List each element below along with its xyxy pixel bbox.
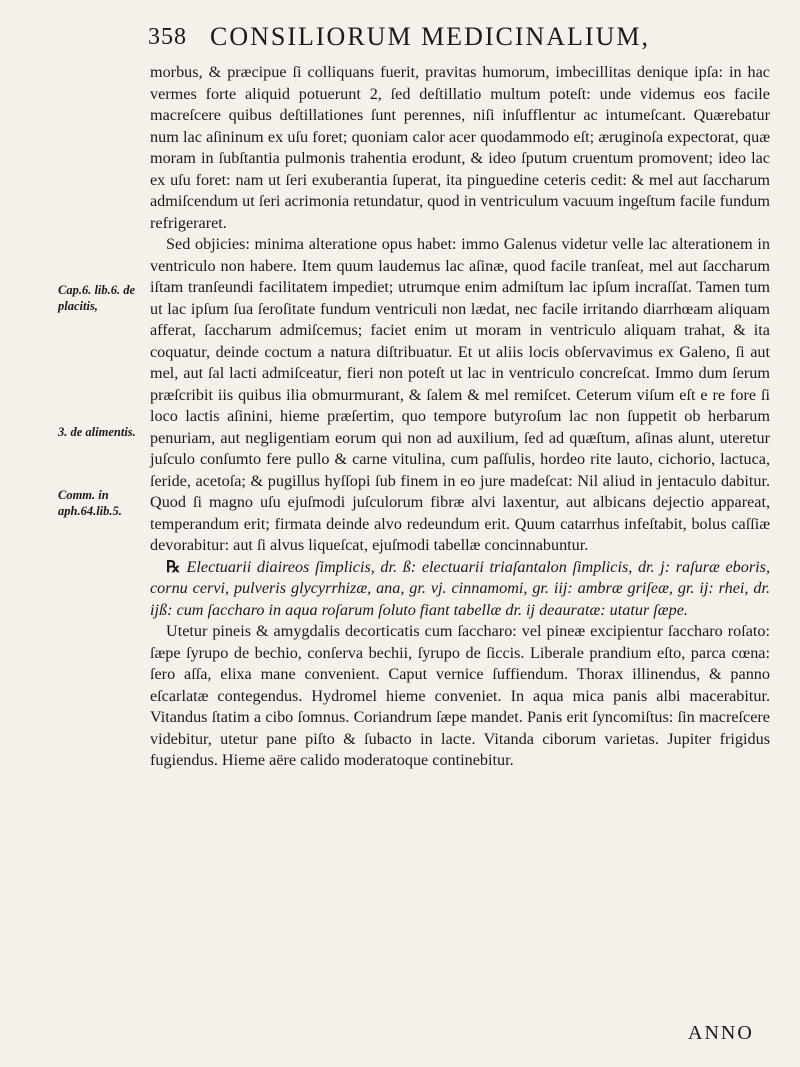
running-head: CONSILIORUM MEDICINALIUM, — [210, 22, 650, 51]
paragraph-continuation: morbus, & præcipue ſi colliquans fuerit, pravitas humorum, imbecillitas denique ipſa: in hac vermes forte aliquid potuerunt 2, ſed deſtillatio multum poteſt: unde videmus eos facile macreſcere quibus deſtillationes ſunt perennes, niſi inſufflentur ac intumeſcant. Quærebatur num lac aſininum ex uſu foret; quoniam calor acer quodammodo eſt; æruginoſa expectorat, quæ moram in ſubſtantia pulmonis trahentia erodunt, & ideo ſputum cruentum promovent; ideo lac ex uſu foret: nam ut ſeri exuberantia ſuperat, ita pinguedine ceteris cedit: & mel aut ſaccharum admiſcendum ut ſeri acrimonia retundatur, quod in ventriculum vacuum ingeſtum facile fundum refrigeraret. — [150, 63, 770, 232]
recipe-text: Electuarii diaireos ſimplicis, dr. ß: electuarii triaſantalon ſimplicis, dr. j: raſuræ eboris, cornu cervi, pulveris glycyrrhizæ, ana, gr. vj. cinnamomi, gr. iij: ambræ griſeæ, gr. ij: rhei, dr. ijß: cum ſaccharo in aqua roſarum ſoluto fiant tabellæ dr. ij deauratæ: utatur ſæpe. — [150, 557, 770, 619]
side-note-alimentis: 3. de alimentis. — [58, 425, 136, 439]
page-header — [148, 22, 768, 62]
paragraph-objections: Sed objicies: minima alteratione opus habet: immo Galenus videtur velle lac alterationem in ventriculo non habere. Item quum laudemus lac aſinæ, quod facile tranſeat, mel aut ſaccharum iſtam tranſeundi facilitatem impediet; utrumque enim admiſtum lac ipſum incraſſat. Tamen tum ut lac ipſum ſua ſeroſitate fundum ventriculi non lædat, nec facile irritando diarrhœam aliquam afferat, ſaccharum admiſcemus; faciet enim ut moram in ventriculo aliquam trahat, & ita coquatur, deinde coctum a natura diſtribuatur. Et ut aliis locis obſervavimus ex Galeno, ſi aut mel, aut ſal lacti admiſceatur, fieri non poteſt ut lac in ventriculo concreſcat. Immo dum ſerum præſcribit iis quibus ilia obmurmurant, & ſalem & mel remiſcet. Ceterum viſum eſt e re fore ſi loco lactis aſinini, hieme præſertim, quo tempore butyroſum lac non ſuppetit ob herbarum penuriam, aut negligentiam eorum qui non ad auxilium, ſed ad quæſtum, aſinas alunt, uteretur juſculo conſumto fere pullo & carne vitulina, cum paſſulis, hordeo rite lauto, cichorio, lactuca, ſeride, acetoſa; & pugillus hyſſopi ſub finem in eo jure madeſcat: Nil aliud in jentaculo dabitur. Quod ſi magno uſu ejuſmodi juſculorum fibræ alvi laxentur, aut albicans dejectio appareat, temperandum erit; firmata deinde alvo redeundum erit. Quum catarrhus infeſtabit, bolus caſſiæ devorabitur: aut ſi alvus liqueſcat, ejuſmodi tabellæ concinnabuntur. — [150, 235, 770, 554]
recipe-formula — [150, 557, 770, 622]
page-number: 358 — [148, 24, 187, 50]
side-note-placitis: Cap.6. lib.6. de placitis, — [58, 283, 136, 313]
main-text — [150, 62, 770, 772]
paragraph-regimen: Utetur pineis & amygdalis decorticatis cum ſaccharo: vel pineæ excipientur ſaccharo roſato: ſæpe ſyrupo de bechio, conſerva bechii, ſyrupo de ſiccis. Liberale prandium eſto, parca cœna: ſero aſſa, elixa mane convenient. Caput vernice ſuffiendum. Thorax illinendus, & panno eſcarlatæ contegendus. Hydromel hieme conveniet. In aqua mica panis albi macerabitur. Vitandus ſtatim a cibo ſomnus. Coriandrum ſæpe mandet. Panis erit ſyncomiſtus: ſin macreſcere videbitur, utetur pane piſto & ſubacto in lacte. Vitanda ciborum varietas. Jupiter frigidus fugiendus. Hieme aëre calido moderatoque continebitur. — [150, 622, 770, 769]
catchword: ANNO — [688, 1022, 754, 1044]
recipe-symbol-icon: ℞ — [166, 557, 181, 576]
side-note-aphorism: Comm. in aph.64.lib.5. — [58, 488, 122, 518]
